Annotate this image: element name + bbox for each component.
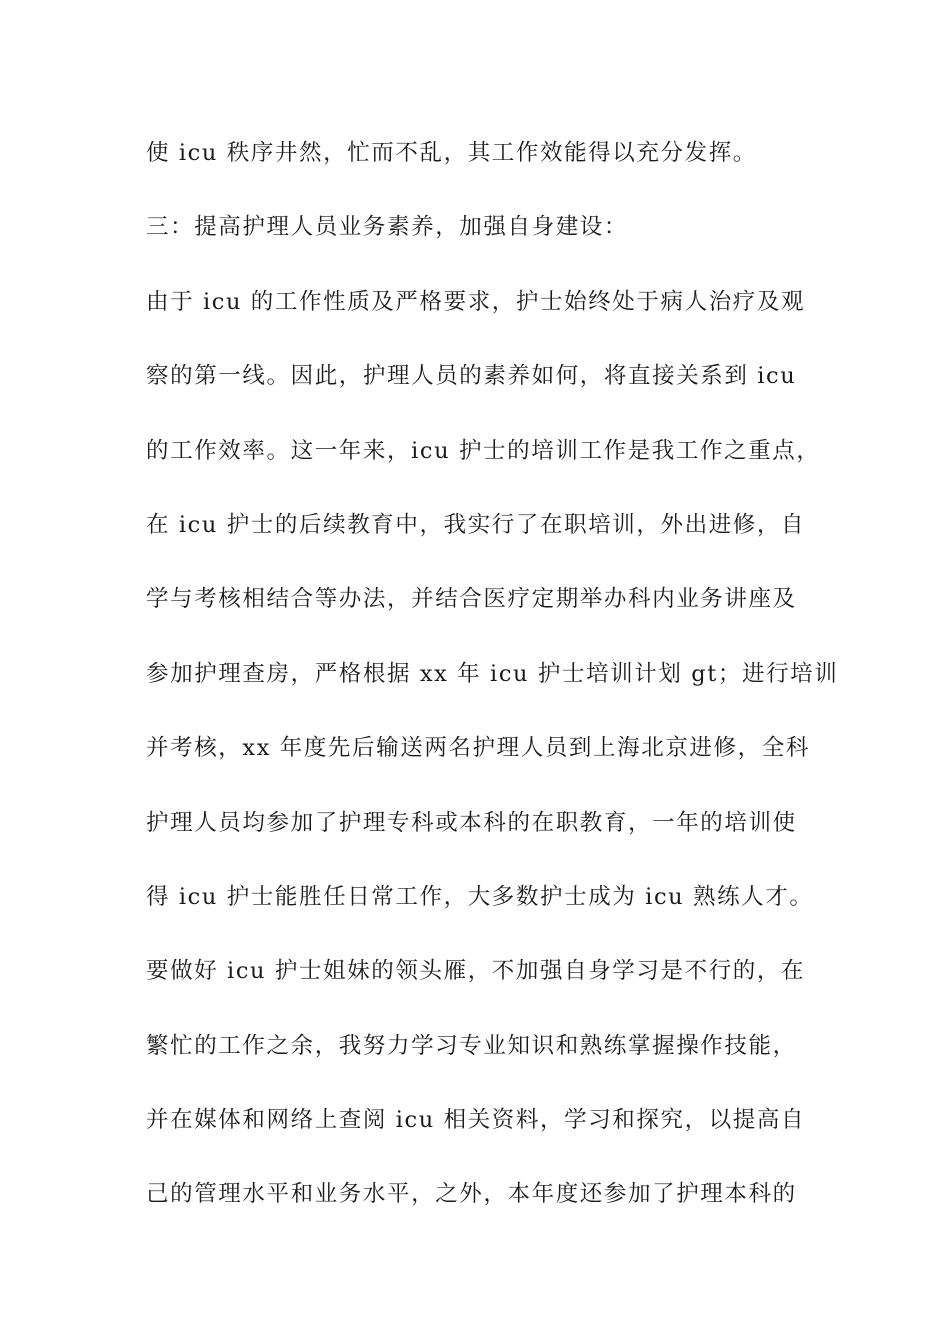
section-heading: 三：提高护理人员业务素养，加强自身建设： xyxy=(146,214,629,241)
text-line: 要做好 icu 护士姐妹的领头雁，不加强自身学习是不行的，在 xyxy=(146,958,806,985)
text-line: 使 icu 秩序井然，忙而不乱，其工作效能得以充分发挥。 xyxy=(146,140,757,166)
text-line: 的工作效率。这一年来，icu 护士的培训工作是我工作之重点， xyxy=(146,437,821,464)
text-line: 在 icu 护士的后续教育中，我实行了在职培训，外出进修，自 xyxy=(146,511,806,538)
text-line: 己的管理水平和业务水平，之外，本年度还参加了护理本科的 xyxy=(146,1181,797,1208)
text-line: 并在媒体和网络上查阅 icu 相关资料，学习和探究，以提高自 xyxy=(146,1107,806,1134)
body-text xyxy=(146,134,839,1250)
text-line: 察的第一线。因此，护理人员的素养如何，将直接关系到 icu xyxy=(146,363,797,390)
text-line: 学与考核相结合等办法，并结合医疗定期举办科内业务讲座及 xyxy=(146,586,797,613)
text-line: 护理人员均参加了护理专科或本科的在职教育，一年的培训使 xyxy=(146,809,797,836)
text-line: 并考核，xx 年度先后输送两名护理人员到上海北京进修，全科 xyxy=(146,735,810,762)
text-line: 参加护理查房，严格根据 xx 年 icu 护士培训计划 gt；进行培训 xyxy=(146,660,839,687)
text-line: 繁忙的工作之余，我努力学习专业知识和熟练掌握操作技能， xyxy=(146,1032,797,1059)
text-line: 由于 icu 的工作性质及严格要求，护士始终处于病人治疗及观 xyxy=(146,288,806,315)
text-line: 得 icu 护士能胜任日常工作，大多数护士成为 icu 熟练人才。 xyxy=(146,883,814,910)
